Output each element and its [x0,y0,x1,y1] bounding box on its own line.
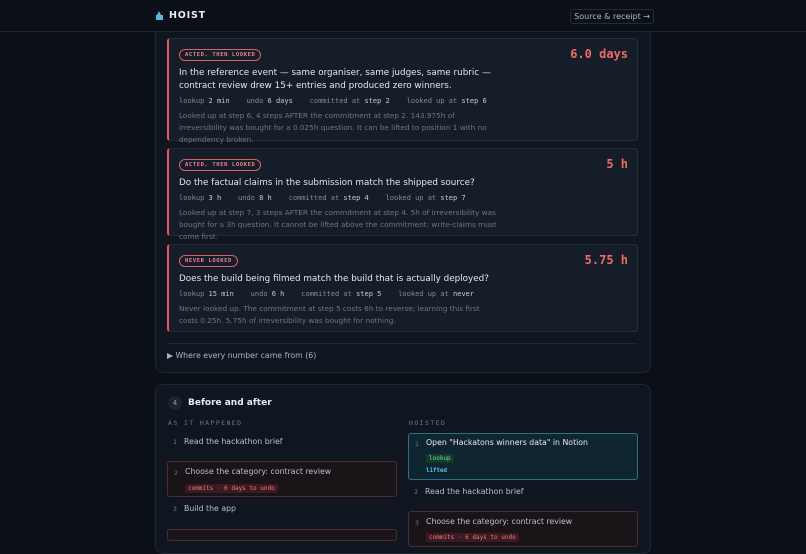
lookup-stats: lookup 3 h undo 8 h committed at step 4 looked up at step 7 [179,194,466,202]
status-badge: ACTED, THEN LOOKED [179,159,261,171]
lookup-question: In the reference event — same organiser, same judges, same rubric — contract review drew 15+ entries and produced zero winners. [179,68,491,91]
list-item: 2 Choose the category: contract review commits · 6 days to undo [167,461,397,497]
list-item: 3 Build the app [173,504,237,513]
cost-value: 6.0 days [570,47,628,61]
section-title: Before and after [188,398,272,408]
commit-pill: commits · 6 days to undo [185,484,278,493]
divider [167,343,638,344]
lookup-card [167,38,638,144]
cost-value: 5 h [606,157,628,171]
lookup-question: Do the factual claims in the submission match the shipped source? [179,178,475,188]
lifted-tag: lifted [426,468,447,474]
top-bar [0,0,806,32]
lookup-stats: lookup 2 min undo 6 days committed at step 2 looked up at step 6 [179,97,487,105]
list-item: 3 Choose the category: contract review commits · 6 days to undo [408,511,638,547]
cost-value: 5.75 h [584,253,628,267]
lookup-note: Looked up at step 6, 4 steps AFTER the commitment at step 2. 143.975h of irreversibility was bought for a 0.025h question. It can be lifted to position 1 with no dependency broken. [179,111,487,144]
list-item: 2 Read the hackathon brief [414,487,524,496]
lookup-note: Never looked up. The commitment at step 5 costs 6h to reverse; learning this first costs 0.25h. 5.75h of irreversibility was bought for nothing. [179,304,480,325]
commit-pill: commits · 6 days to undo [426,533,519,542]
source-receipt-link[interactable]: Source & receipt → [570,9,654,24]
section-number: 4 [168,396,182,410]
lookup-pill: lookup [426,454,454,463]
lookup-question: Does the build being filmed match the build that is actually deployed? [179,274,489,284]
brand-name: HOIST [169,10,206,21]
as-it-happened-heading: AS IT HAPPENED [168,419,243,427]
lookup-card [167,148,638,241]
list-item [167,529,397,541]
hoisted-heading: HOISTED [409,419,447,427]
status-badge: NEVER LOOKED [179,255,238,267]
lookup-card [167,244,638,332]
list-item: 1 Open "Hackatons winners data" in Notion lookup lifted [408,433,638,480]
brand[interactable] [155,10,206,21]
lookup-stats: lookup 15 min undo 6 h committed at step 5 looked up at never [179,290,475,298]
sources-disclosure[interactable]: ▶ Where every number came from (6) [167,351,317,360]
hoist-logo-icon [155,11,164,20]
lookup-note: Looked up at step 7, 3 steps AFTER the commitment at step 4. 5h of irreversibility was bought for a 3h question. It cannot be lifted above the commitment: write-claims must come first. [179,208,497,241]
list-item: 1 Read the hackathon brief [173,437,283,446]
status-badge: ACTED, THEN LOOKED [179,49,261,61]
